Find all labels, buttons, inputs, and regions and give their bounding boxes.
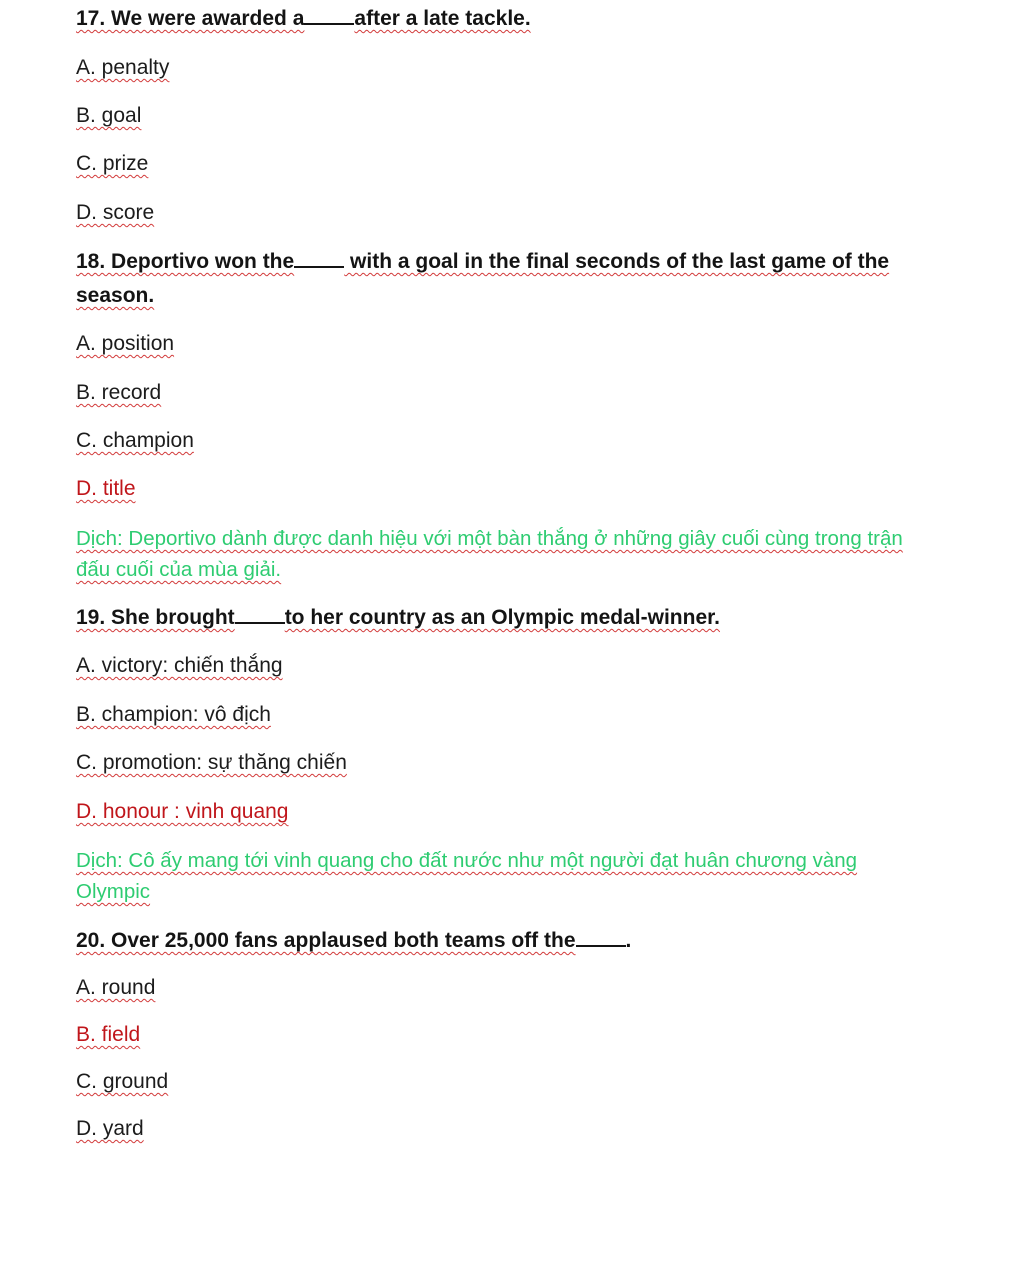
question-17-option-b: B. goal [76,104,142,127]
question-19 [76,601,720,635]
question-18-translation: Dịch: Deportivo dành được danh hiệu với một bàn thắng ở những giây cuối cùng trong trận đấu cuối của mùa giải. [76,527,903,581]
question-20-option-c: C. ground [76,1070,169,1093]
question-18 [76,245,926,313]
question-19-stem-after: to her country as an Olympic medal-winner. [284,606,720,629]
question-20-stem-after: . [625,929,632,952]
question-19-option-a: A. victory: chiến thắng [76,654,283,677]
question-17-option-d: D. score [76,201,155,224]
question-17-option-c: C. prize [76,152,149,175]
question-18-option-c: C. champion [76,429,194,452]
question-18-stem-after: with a goal in the final seconds of the last game of the season. [76,250,890,307]
question-17-stem-after: after a late tackle. [354,7,531,30]
question-19-option-c: C. promotion: sự thăng chiến [76,751,347,774]
answer-blank [294,246,344,268]
answer-blank [235,602,285,624]
question-20-option-a: A. round [76,976,156,999]
question-19-option-d-correct: D. honour : vinh quang [76,800,289,823]
question-19-option-b: B. champion: vô địch [76,703,271,726]
answer-blank [304,3,354,25]
question-19-translation: Dịch: Cô ấy mang tới vinh quang cho đất nước như một người đạt huân chương vàng Olympic [76,849,858,903]
answer-blank [576,925,626,947]
question-17-option-a: A. penalty [76,56,170,79]
question-17 [76,2,531,36]
question-20-option-b-correct: B. field [76,1023,141,1046]
question-20-option-d: D. yard [76,1117,144,1140]
question-20 [76,924,631,958]
question-19-stem-before: 19. She brought [76,606,235,629]
question-18-option-d-correct: D. title [76,477,136,500]
question-18-option-a: A. position [76,332,175,355]
question-18-option-b: B. record [76,381,162,404]
question-17-stem-before: 17. We were awarded a [76,7,305,30]
question-18-stem-before: 18. Deportivo won the [76,250,295,273]
question-20-stem-before: 20. Over 25,000 fans applaused both teams off the [76,929,576,952]
